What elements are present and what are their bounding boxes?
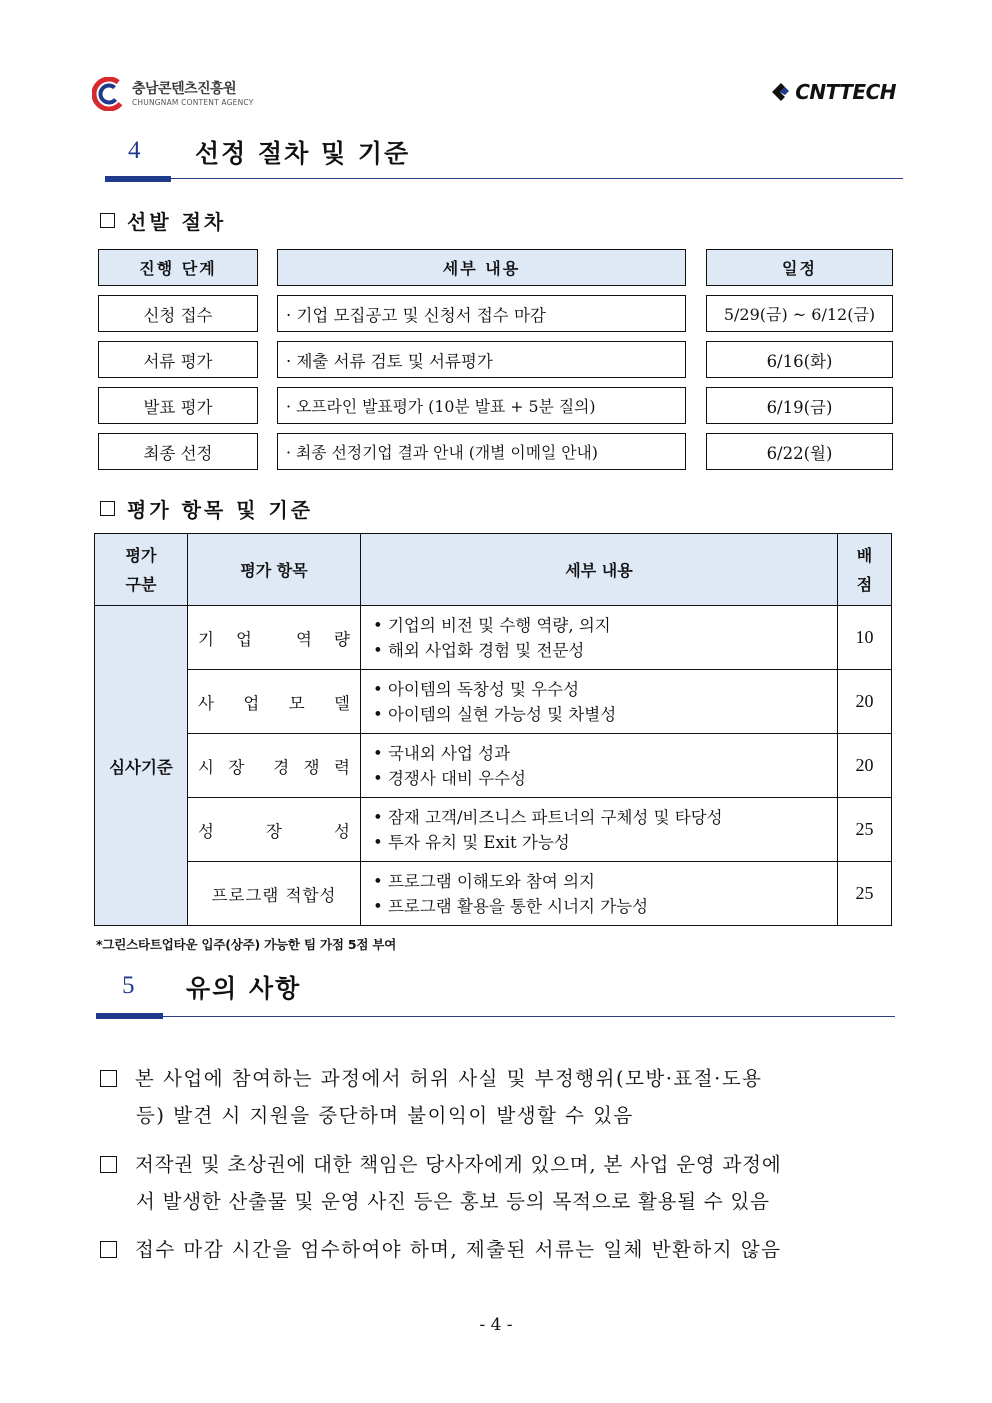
evaluation-heading — [100, 494, 313, 523]
stage-cell: 발표 평가 — [98, 387, 258, 424]
table-row — [95, 734, 892, 798]
detail-cell: • 아이템의 독창성 및 우수성 • 아이템의 실현 가능성 및 차별성 — [361, 670, 838, 734]
section-4-number: 4 — [128, 137, 141, 164]
header-detail: 세부 내용 — [361, 534, 838, 606]
stage-cell: 최종 선정 — [98, 433, 258, 470]
section-5-title: 유의 사항 — [186, 974, 302, 1003]
notice-text: 본 사업에 참여하는 과정에서 허위 사실 및 부정행위(모방·표절·도용 — [135, 1067, 763, 1090]
table-row — [95, 798, 892, 862]
schedule-cell: 6/19(금) — [706, 387, 893, 424]
notice-item — [100, 1231, 900, 1268]
item-cell: 성 장 성 — [188, 798, 361, 862]
section-4-rule — [105, 178, 903, 179]
table-header-row — [95, 534, 892, 606]
notice-item — [100, 1060, 900, 1134]
detail-cell: · 제출 서류 검토 및 서류평가 — [277, 341, 686, 378]
score-cell: 25 — [838, 862, 892, 926]
detail-cell: • 잠재 고객/비즈니스 파트너의 구체성 및 타당성 • 투자 유치 및 Exit 가능성 — [361, 798, 838, 862]
cnttech-logo — [770, 80, 896, 104]
detail-cell: • 프로그램 이해도와 참여 의지 • 프로그램 활용을 통한 시너지 가능성 — [361, 862, 838, 926]
agency-emblem-icon — [92, 77, 126, 111]
notice-text: 등) 발견 시 지원을 중단하며 불이익이 발생할 수 있음 — [136, 1104, 634, 1127]
category-cell: 심사기준 — [95, 606, 188, 926]
selection-heading — [100, 206, 226, 235]
page-number: - 4 - — [479, 1315, 513, 1335]
header-item: 평가 항목 — [188, 534, 361, 606]
logo-english-name: CHUNGNAM CONTENT AGENCY — [132, 97, 254, 107]
item-cell: 기 업 역 량 — [188, 606, 361, 670]
stage-cell: 신청 접수 — [98, 295, 258, 332]
checkbox-square-icon — [100, 213, 115, 228]
notice-text: 저작권 및 초상권에 대한 책임은 당사자에게 있으며, 본 사업 운영 과정에 — [135, 1153, 782, 1176]
evaluation-table — [94, 533, 892, 926]
checkbox-square-icon — [100, 501, 115, 516]
notice-item — [100, 1146, 900, 1220]
detail-cell: · 최종 선정기업 결과 안내 (개별 이메일 안내) — [277, 433, 686, 470]
checkbox-square-icon — [100, 1241, 117, 1258]
detail-cell: · 기업 모집공고 및 신청서 접수 마감 — [277, 295, 686, 332]
detail-cell: • 기업의 비전 및 수행 역량, 의지 • 해외 사업화 경험 및 전문성 — [361, 606, 838, 670]
section-5-number: 5 — [122, 972, 135, 999]
checkbox-square-icon — [100, 1156, 117, 1173]
header-stage: 진행 단계 — [98, 249, 258, 286]
header-schedule: 일정 — [706, 249, 893, 286]
bonus-note: *그린스타트업타운 입주(상주) 가능한 팀 가점 5점 부여 — [96, 937, 397, 952]
item-cell: 시 장 경 쟁 력 — [188, 734, 361, 798]
score-cell: 20 — [838, 670, 892, 734]
table-row — [95, 862, 892, 926]
section-5-rule — [96, 1016, 895, 1017]
score-cell: 25 — [838, 798, 892, 862]
cnttech-wordmark: CNTTECH — [795, 80, 896, 104]
schedule-cell: 6/16(화) — [706, 341, 893, 378]
notice-text: 서 발생한 산출물 및 운영 사진 등은 홍보 등의 목적으로 활용될 수 있음 — [136, 1190, 770, 1213]
section-5-accent-bar — [96, 1013, 163, 1019]
score-cell: 20 — [838, 734, 892, 798]
notice-text: 접수 마감 시간을 엄수하여야 하며, 제출된 서류는 일체 반환하지 않음 — [135, 1238, 782, 1261]
item-cell: 프로그램 적합성 — [188, 862, 361, 926]
item-cell: 사 업 모 델 — [188, 670, 361, 734]
detail-cell: • 국내외 사업 성과 • 경쟁사 대비 우수성 — [361, 734, 838, 798]
schedule-cell: 5/29(금) ~ 6/12(금) — [706, 295, 893, 332]
section-4-accent-bar — [105, 176, 171, 182]
header-score: 배 점 — [838, 534, 892, 606]
table-row — [95, 606, 892, 670]
cnttech-mark-icon — [770, 81, 792, 103]
stage-cell: 서류 평가 — [98, 341, 258, 378]
header-category: 평가 구분 — [95, 534, 188, 606]
schedule-cell: 6/22(월) — [706, 433, 893, 470]
score-cell: 10 — [838, 606, 892, 670]
chungnam-content-agency-logo — [92, 76, 253, 112]
logo-korean-name: 충남콘텐츠진흥원 — [132, 80, 237, 97]
evaluation-heading-text: 평가 항목 및 기준 — [127, 498, 314, 522]
checkbox-square-icon — [100, 1070, 117, 1087]
detail-cell: · 오프라인 발표평가 (10분 발표 + 5분 질의) — [277, 387, 686, 424]
section-4-title: 선정 절차 및 기준 — [195, 139, 411, 168]
table-row — [95, 670, 892, 734]
header-detail: 세부 내용 — [277, 249, 686, 286]
selection-heading-text: 선발 절차 — [127, 210, 227, 234]
